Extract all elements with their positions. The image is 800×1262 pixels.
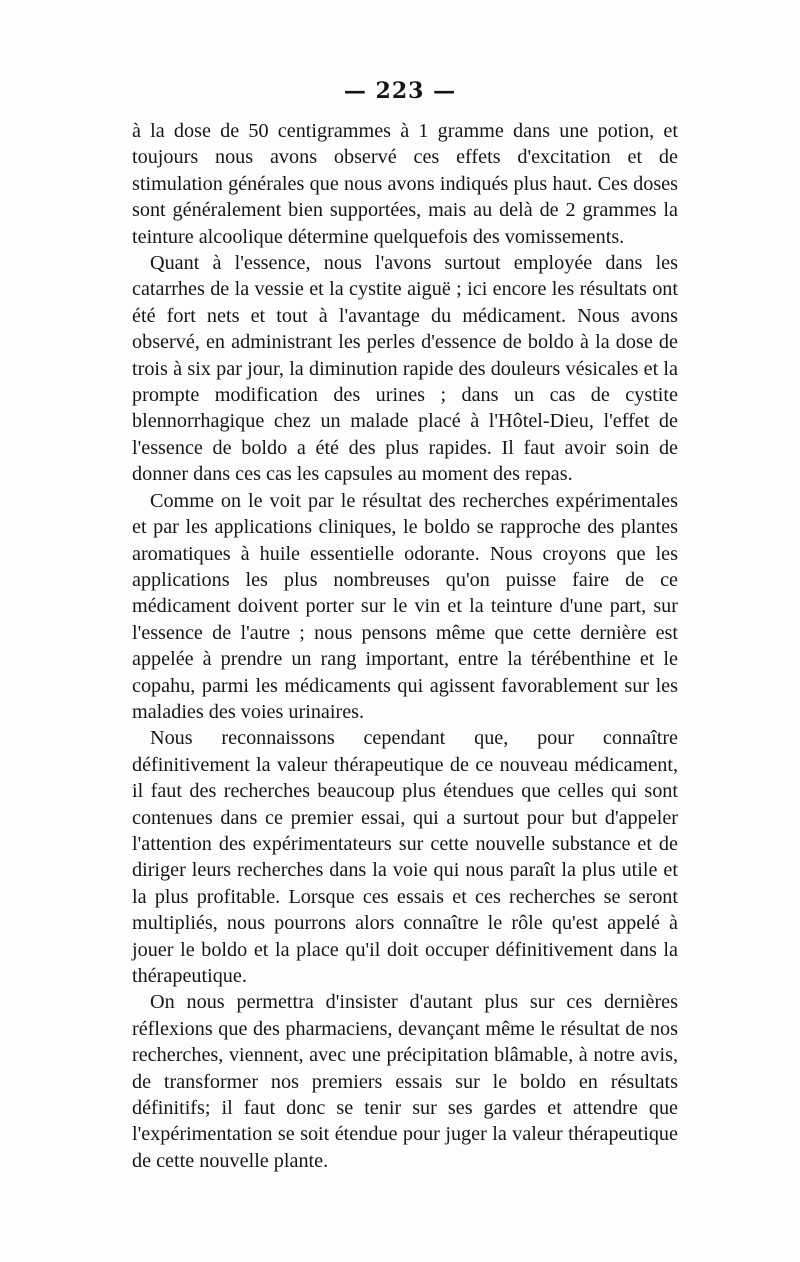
paragraph-3: Comme on le voit par le résultat des recherches expérimentales et par les applications cliniques, le boldo se rapproche des plantes aromatiques à huile essentielle odorante. Nous croyons que les applications les plus nombreuses qu'on puisse faire de ce médicament doivent porter sur le vin et la teinture d'une part, sur l'essence de l'autre ; nous pensons même que cette dernière est appelée à prendre un rang important, entre la térébenthine et le copahu, parmi les médicaments qui agissent favorablement sur les maladies des voies urinaires. bbox=[132, 489, 678, 723]
paragraph-1: à la dose de 50 centigrammes à 1 gramme dans une potion, et toujours nous avons observé ces effets d'excitation et de stimulation générales que nous avons indiqués plus haut. Ces doses sont généralement bien supportées, mais au delà de 2 grammes la teinture alcoolique détermine quelquefois des vomissements. bbox=[132, 120, 678, 248]
paragraph-4: Nous reconnaissons cependant que, pour connaître définitivement la valeur thérapeutique de ce nouveau médicament, il faut des recherches beaucoup plus étendues que celles qui sont contenues dans ce premier essai, qui a surtout pour but d'appeler l'attention des expérimentateurs sur cette nouvelle substance et de diriger leurs recherches dans la voie qui nous paraît la plus utile et la plus profitable. Lorsque ces essais et ces recherches se seront multipliés, nous pourrons alors connaître le rôle qu'est appelé à jouer le boldo et la place qu'il doit occuper définitivement dans la thérapeutique. bbox=[132, 727, 678, 987]
page-number: — 223 — bbox=[343, 78, 457, 104]
paragraph-2: Quant à l'essence, nous l'avons surtout employée dans les catarrhes de la vessie et la cystite aiguë ; ici encore les résultats ont été fort nets et tout à l'avantage du médicament. Nous avons observé, en administrant les perles d'essence de boldo à la dose de trois à six par jour, la diminution rapide des douleurs vésicales et la prompte modification des urines ; dans un cas de cystite blennorrhagique chez un malade placé à l'Hôtel-Dieu, l'effet de l'essence de boldo a été des plus rapides. Il faut avoir soin de donner dans ces cas les capsules au moment des repas. bbox=[132, 252, 678, 486]
paragraph-5: On nous permettra d'insister d'autant plus sur ces dernières réflexions que des pharmaciens, devançant même le résultat de nos recherches, viennent, avec une précipitation blâmable, à notre avis, de transformer nos premiers essais sur le boldo en résultats définitifs; il faut donc se tenir sur ses gardes et attendre que l'expérimentation se soit étendue pour juger la valeur thérapeutique de cette nouvelle plante. bbox=[132, 991, 678, 1172]
body-text bbox=[132, 118, 678, 1174]
